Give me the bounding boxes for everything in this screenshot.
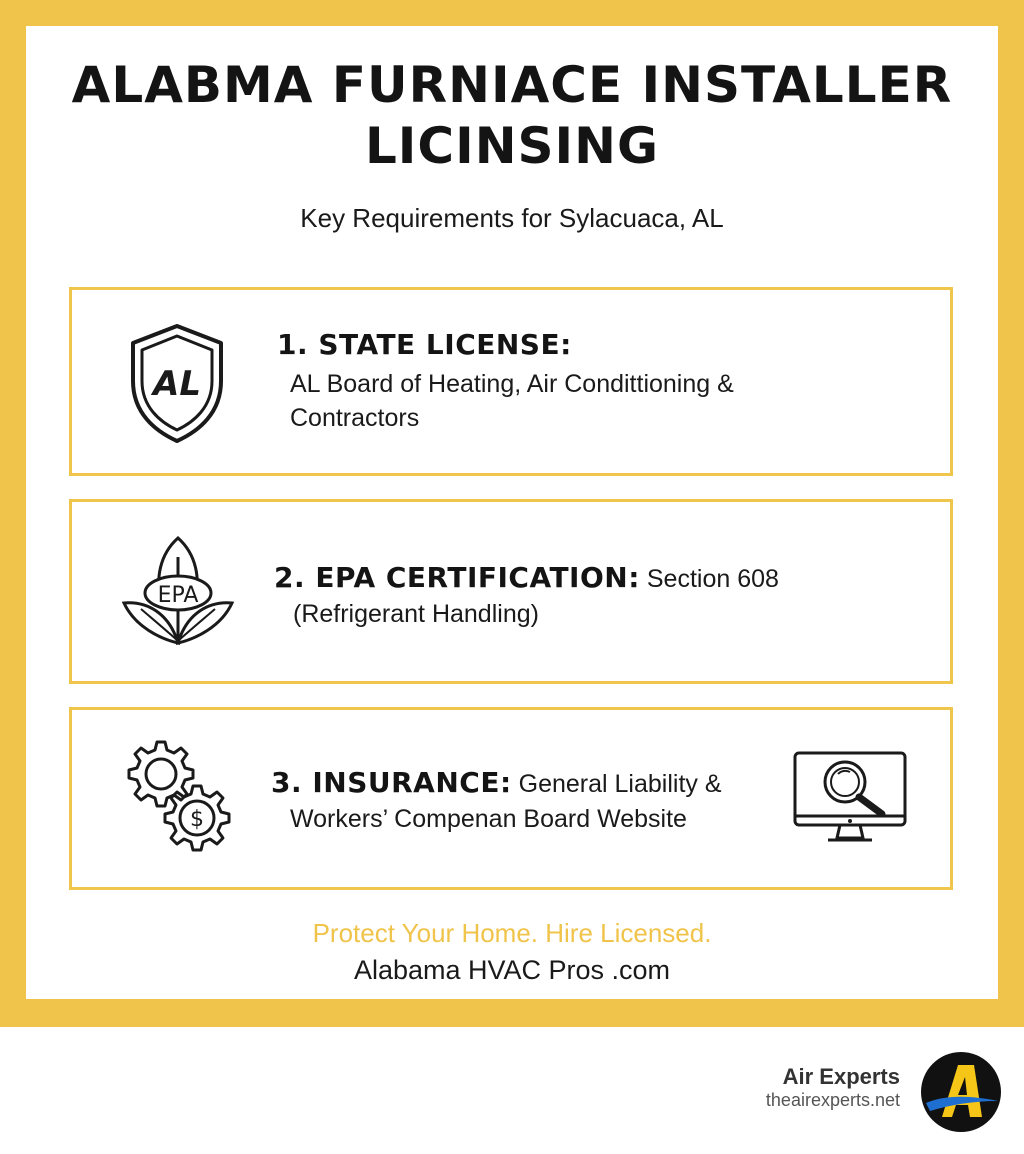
page-title-line1: ALABMA FURNIACE INSTALLER bbox=[71, 56, 953, 114]
card-text-inline: General Liability & bbox=[518, 770, 722, 798]
monitor-search-icon bbox=[792, 750, 908, 846]
card-label: 3. INSURANCE: bbox=[271, 766, 512, 799]
card-text-line2: Workers’ Compenan Board Website bbox=[290, 805, 687, 833]
card-text-line2: (Refrigerant Handling) bbox=[293, 600, 539, 628]
leaf-icon bbox=[121, 535, 235, 647]
shield-icon bbox=[127, 323, 227, 445]
subtitle: Key Requirements for Sylacuaca, AL bbox=[300, 203, 724, 233]
air-experts-logo bbox=[920, 1051, 1002, 1133]
card-label: 2. EPA CERTIFICATION: bbox=[274, 561, 640, 594]
leaf-icon-text: EPA bbox=[157, 583, 199, 608]
brand-url: theairexperts.net bbox=[765, 1090, 900, 1110]
tagline: Protect Your Home. Hire Licensed. bbox=[312, 918, 712, 948]
requirement-card-insurance bbox=[69, 707, 953, 890]
card-text-line1: AL Board of Heating, Air Condittioning & bbox=[290, 370, 734, 398]
card-text-inline: Section 608 bbox=[646, 565, 779, 593]
requirement-card-state-license bbox=[69, 287, 953, 476]
brand-name: Air Experts bbox=[782, 1064, 900, 1089]
requirement-card-epa bbox=[69, 499, 953, 684]
card-label: 1. STATE LICENSE: bbox=[277, 328, 572, 361]
website-text: Alabama HVAC Pros .com bbox=[353, 955, 671, 985]
card-text-line2: Contractors bbox=[290, 404, 420, 432]
shield-icon-text: AL bbox=[153, 364, 201, 404]
svg-text:$: $ bbox=[190, 807, 204, 832]
page-title-line2: LICINSING bbox=[364, 117, 660, 175]
gears-icon bbox=[125, 738, 235, 853]
